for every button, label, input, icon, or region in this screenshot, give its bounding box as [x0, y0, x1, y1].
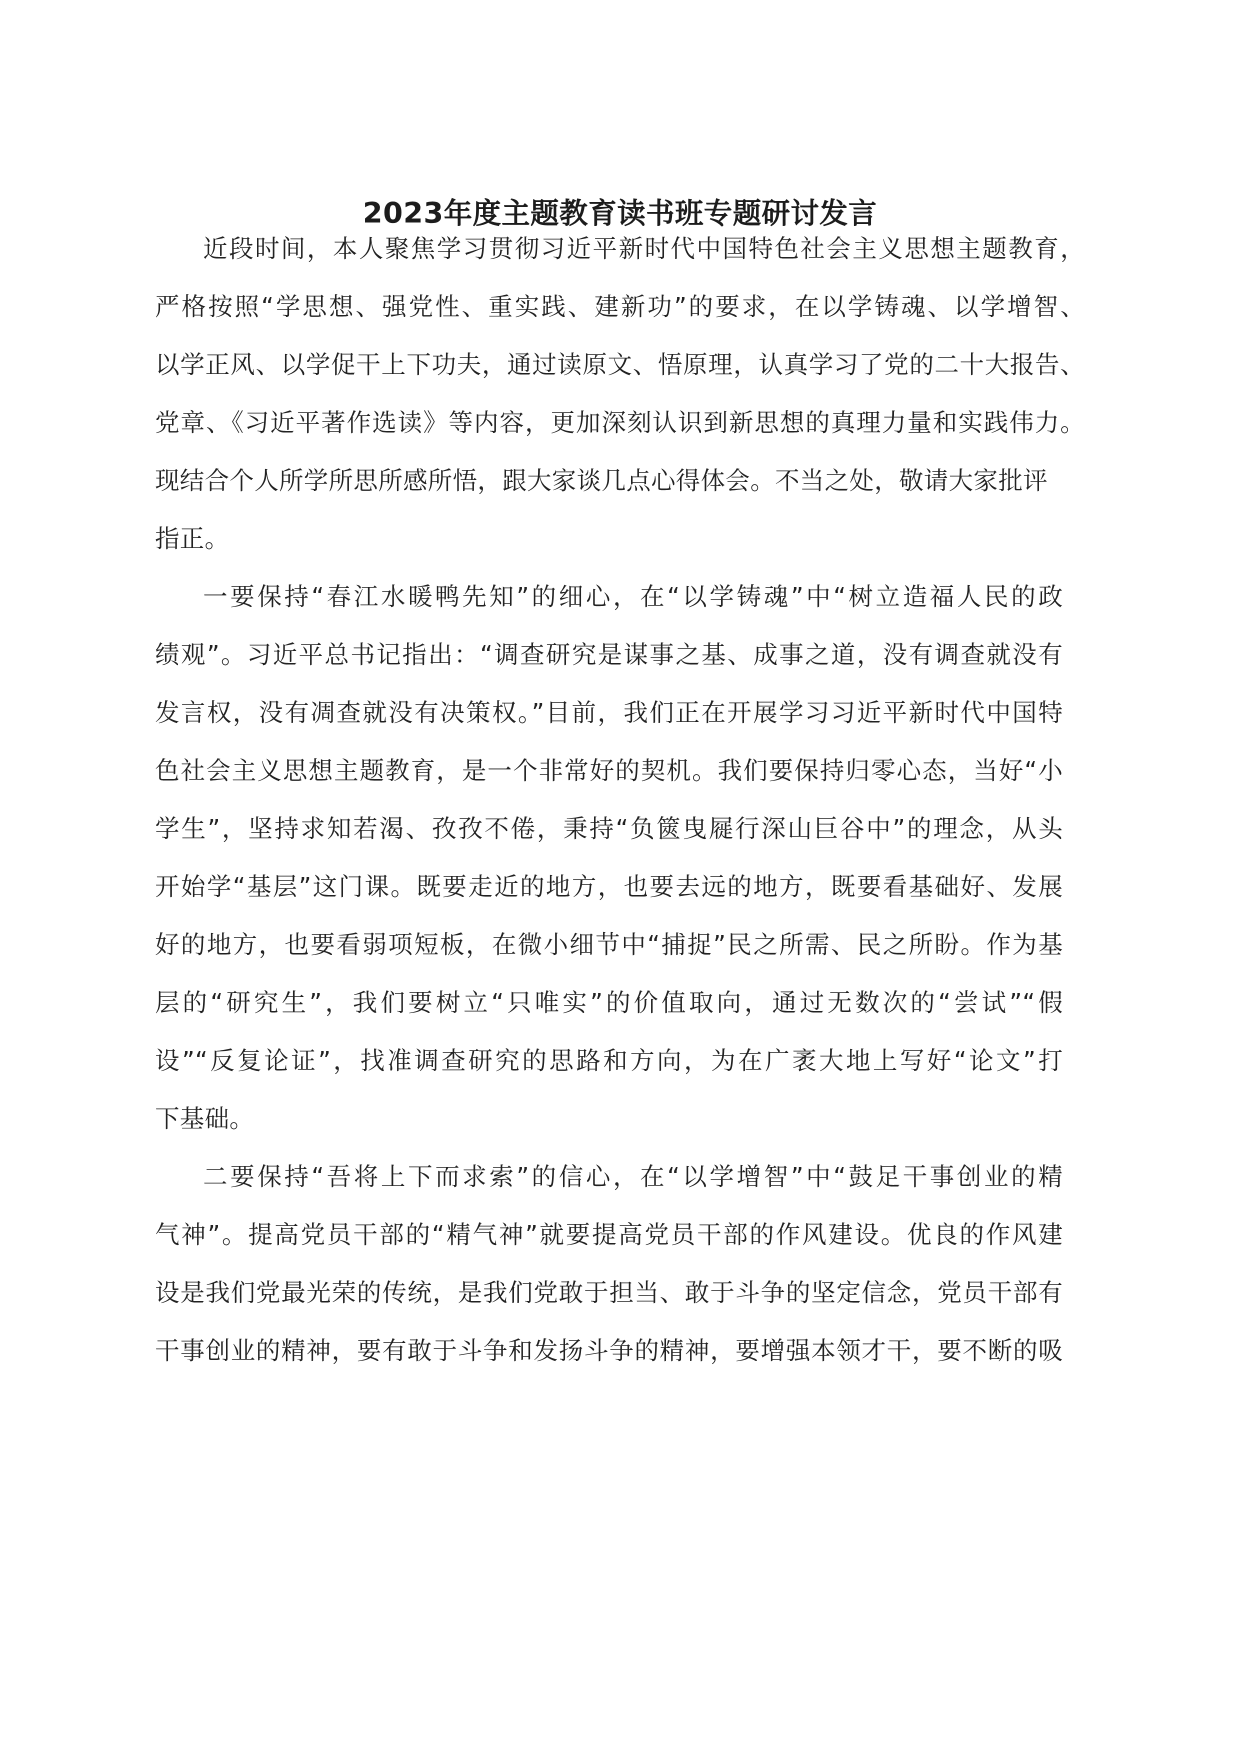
- body-line: 下基础。: [155, 1104, 255, 1133]
- body-line: 绩观”。习近平总书记指出：“调查研究是谋事之基、成事之道，没有调查就没有: [155, 640, 1063, 669]
- body-line: 学生”，坚持求知若渴、孜孜不倦，秉持“负篋曳屣行深山巨谷中”的理念，从头: [155, 814, 1063, 843]
- document-title: 2023年度主题教育读书班专题研讨发言: [362, 197, 878, 230]
- body-line: 设”“反复论证”，找准调查研究的思路和方向，为在广袤大地上写好“论文”打: [155, 1046, 1063, 1075]
- body-line: 指正。: [155, 524, 230, 553]
- body-line: 好的地方，也要看弱项短板，在微小细节中“捕捉”民之所需、民之所盼。作为基: [155, 930, 1063, 959]
- body-line: 发言权，没有凋查就没有决策权。”目前，我们正在开展学习习近平新时代中国特: [155, 698, 1063, 727]
- body-line: 开始学“基层”这门课。既要走近的地方，也要去远的地方，既要看基础好、发展: [155, 872, 1063, 901]
- body-line: 干事创业的精神，要有敢于斗争和发扬斗争的精神，要增强本领才干，要不断的吸: [155, 1336, 1063, 1365]
- body-line: 党章、《习近平著作选读》等内容，更加深刻认识到新思想的真理力量和实践伟力。: [155, 408, 1085, 437]
- body-line: 一要保持“春江水暖鸭先知”的细心，在“以学铸魂”中“树立造福人民的政: [203, 582, 1063, 611]
- body-line: 以学正风、以学促干上下功夫，通过读原文、悟原理，认真学习了党的二十大报告、: [155, 350, 1085, 379]
- body-line: 层的“研究生”，我们要树立“只唯实”的价值取向，通过无数次的“尝试”“假: [155, 988, 1063, 1017]
- body-line: 色社会主义思想主题教育，是一个非常好的契机。我们要保持归零心态，当好“小: [155, 756, 1063, 785]
- body-line: 二要保持“吾将上下而求索”的信心，在“以学增智”中“鼓足干事创业的精: [203, 1162, 1063, 1191]
- body-line: 现结合个人所学所思所感所悟，跟大家谈几点心得体会。不当之处，敬请大家批评: [155, 466, 1048, 495]
- body-line: 气神”。提高党员干部的“精气神”就要提高党员干部的作风建设。优良的作风建: [155, 1220, 1063, 1249]
- body-line: 近段时间，本人聚焦学习贯彻习近平新时代中国特色社会主义思想主题教育，: [203, 234, 1085, 263]
- body-line: 严格按照“学思想、强党性、重实践、建新功”的要求，在以学铸魂、以学增智、: [155, 292, 1085, 321]
- body-line: 设是我们党最光荣的传统，是我们党敢于担当、敢于斗争的坚定信念，党员干部有: [155, 1278, 1063, 1307]
